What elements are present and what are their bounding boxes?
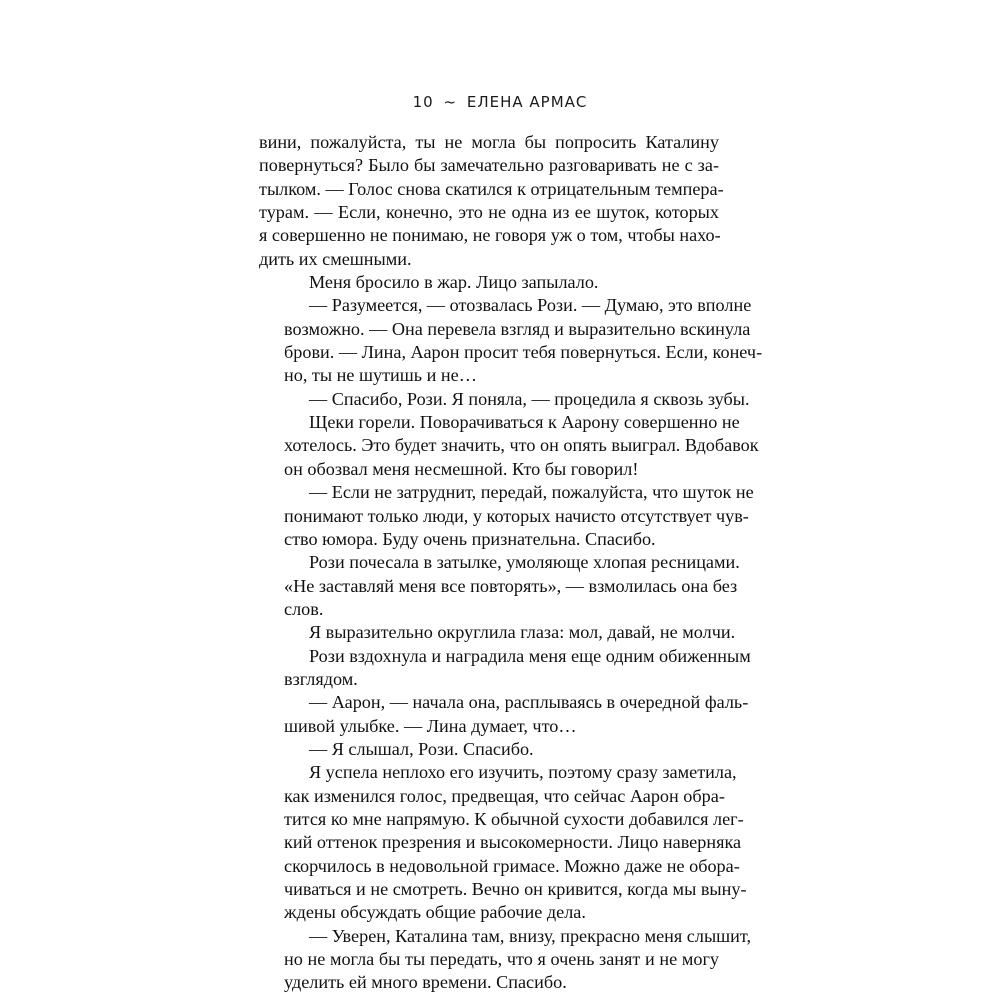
text-line: Рози почесала в затылке, умоляюще хлопая ресницами. xyxy=(309,552,740,573)
text-line: Я выразительно округлила глаза: мол, давай, не молчи. xyxy=(309,622,736,643)
text-line: Я успела неплохо его изучить, поэтому сразу заметила, xyxy=(309,762,737,783)
text-line: — Если не затруднит, передай, пожалуйста, что шуток не xyxy=(309,482,754,503)
paragraph xyxy=(259,645,751,692)
text-line: повернуться? Было бы замечательно разговаривать не с за- xyxy=(259,155,719,176)
text-line: кий оттенок презрения и высокомерности. Лицо наверняка xyxy=(284,832,742,853)
paragraph xyxy=(259,294,763,387)
text-line: взглядом. xyxy=(284,668,358,689)
text-line: хотелось. Это будет значить, что он опять выиграл. Вдобавок xyxy=(284,435,759,456)
text-line: — Уверен, Каталина там, внизу, прекрасно меня слышит, xyxy=(309,925,752,946)
text-line: ждены обсуждать общие рабочие дела. xyxy=(284,902,586,923)
page-number: 10 xyxy=(412,93,434,111)
paragraph xyxy=(259,925,752,995)
text-line: возможно. — Она перевела взгляд и выразительно вскинула xyxy=(284,318,751,339)
paragraph xyxy=(259,738,719,761)
body-text xyxy=(259,131,763,995)
text-line: но не могла бы ты передать, что я очень занят и не могу xyxy=(284,949,719,970)
paragraph xyxy=(259,621,736,644)
text-line: брови. — Лина, Аарон просит тебя повернуться. Если, конеч- xyxy=(284,342,763,363)
header-separator: ~ xyxy=(443,93,458,111)
author-name: ЕЛЕНА АРМАС xyxy=(466,93,588,111)
text-line: слов. xyxy=(284,598,324,619)
paragraph xyxy=(259,691,749,738)
paragraph xyxy=(259,388,750,411)
text-line: Меня бросило в жар. Лицо запылало. xyxy=(309,272,599,293)
text-line: но, ты не шутишь и не… xyxy=(284,365,477,386)
text-line: «Не заставляй меня все повторять», — взмолилась она без xyxy=(284,575,738,596)
text-line: он обозвал меня несмешной. Кто бы говорил! xyxy=(284,458,639,479)
text-line: как изменился голос, предвещая, что сейчас Аарон обра- xyxy=(284,785,725,806)
text-line: Щеки горели. Поворачиваться к Аарону совершенно не xyxy=(309,412,740,433)
paragraph xyxy=(259,761,747,924)
text-line: — Спасибо, Рози. Я поняла, — процедила я сквозь зубы. xyxy=(309,388,750,409)
text-line: дить их смешными. xyxy=(259,248,412,269)
text-line: — Аарон, — начала она, расплываясь в очередной фаль- xyxy=(309,692,749,713)
paragraph xyxy=(259,411,759,481)
text-line: Рози вздохнула и наградила меня еще одним обиженным xyxy=(309,645,751,666)
paragraph xyxy=(259,131,724,271)
text-line: тится ко мне напрямую. К обычной сухости добавился лег- xyxy=(284,808,744,829)
text-line: ство юмора. Буду очень признательна. Спасибо. xyxy=(284,528,656,549)
text-line: вини, пожалуйста, ты не могла бы попросить Каталину xyxy=(259,132,719,152)
running-head xyxy=(0,93,1000,111)
text-line: я совершенно не понимаю, не говоря уж о том, чтобы нахо- xyxy=(259,225,721,246)
text-line: чиваться и не смотреть. Вечно он кривится, когда мы выну- xyxy=(284,879,747,899)
paragraph xyxy=(259,271,719,294)
text-line: шивой улыбке. — Лина думает, что… xyxy=(284,715,577,736)
text-line: — Разумеется, — отозвалась Рози. — Думаю, это вполне xyxy=(309,295,752,316)
paragraph xyxy=(259,551,740,621)
text-line: уделить ей много времени. Спасибо. xyxy=(284,972,567,993)
text-line: — Я слышал, Рози. Спасибо. xyxy=(309,738,534,759)
text-line: тылком. — Голос снова скатился к отрицательным темпера- xyxy=(259,178,724,199)
text-line: турам. — Если, конечно, это не одна из ее шуток, которых xyxy=(259,202,719,223)
text-line: скорчилось в недовольной гримасе. Можно даже не обора- xyxy=(284,855,740,876)
text-line: понимают только люди, у которых начисто отсутствует чув- xyxy=(284,505,749,526)
paragraph xyxy=(259,481,754,551)
